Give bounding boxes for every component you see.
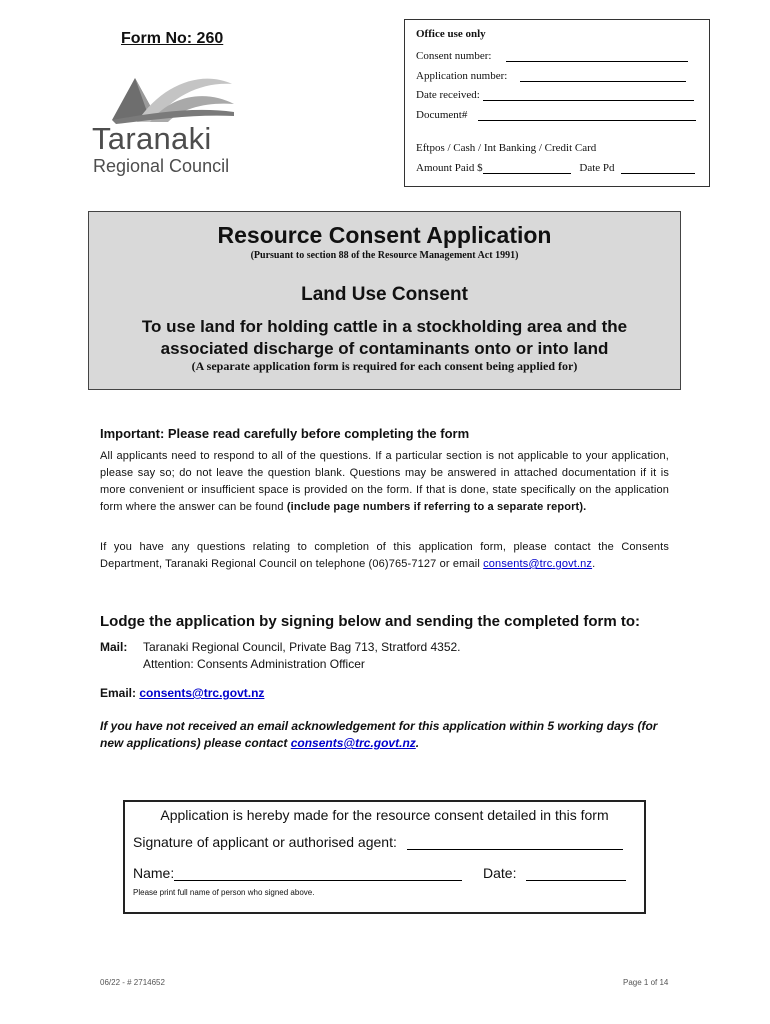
- logo-name: Taranaki: [92, 121, 212, 156]
- consent-number-field[interactable]: [416, 50, 688, 62]
- name-label: Name:: [133, 865, 175, 881]
- application-number-label: Application number:: [416, 70, 508, 82]
- print-name-note: Please print full name of person who signed above.: [133, 888, 315, 897]
- document-field[interactable]: [416, 109, 696, 121]
- acknowledgement-note: If you have not received an email acknowledgement for this application within 5 working days (for new applications) please contact consents@trc.govt.nz.: [100, 719, 658, 750]
- consent-type: Land Use Consent: [301, 284, 468, 305]
- mail-address-line-2: Attention: Consents Administration Officer: [143, 657, 365, 671]
- page-title: Resource Consent Application: [217, 222, 552, 248]
- date-label: Date:: [483, 865, 517, 881]
- signature-heading: Application is hereby made for the resource consent detailed in this form: [160, 807, 609, 823]
- important-paragraph-1: All applicants need to respond to all of the questions. If a particular section is not applicable to your application, please say so; do not leave the question blank. Questions may be answered in attached documentation if it is more convenient or insufficient space is provided on the form. If that is done, state specifically on the application form where the answer can be found (include page numbers if referring to a separate report).: [100, 450, 669, 513]
- amount-paid-label: Amount Paid $: [416, 162, 483, 174]
- date-field[interactable]: [483, 865, 626, 881]
- lodge-heading: Lodge the application by signing below and sending the completed form to:: [100, 613, 641, 630]
- date-received-field[interactable]: [416, 89, 694, 101]
- lodge-email-link[interactable]: consents@trc.govt.nz: [139, 686, 265, 700]
- important-paragraph-2: If you have any questions relating to completion of this application form, please contact the Consents Department, Taranaki Regional Council on telephone (06)765-7127 or email consents@trc.govt.nz.: [100, 541, 669, 570]
- office-use-heading: Office use only: [416, 28, 486, 40]
- title-box: [88, 211, 681, 390]
- important-heading: Important: Please read carefully before completing the form: [100, 426, 470, 441]
- title-subheading: (Pursuant to section 88 of the Resource Management Act 1991): [250, 250, 519, 261]
- date-received-label: Date received:: [416, 89, 480, 101]
- consent-description: To use land for holding cattle in a stockholding area and the associated discharge of contaminants onto or into land: [141, 317, 628, 358]
- document-label: Document#: [416, 109, 468, 121]
- application-number-field[interactable]: [416, 70, 686, 82]
- footer-page-number: Page 1 of 14: [623, 978, 669, 987]
- ack-email-link[interactable]: consents@trc.govt.nz: [290, 736, 416, 750]
- footer-document-id: 06/22 - # 2714652: [100, 978, 165, 987]
- logo-subtitle: Regional Council: [93, 156, 230, 176]
- amount-paid-field[interactable]: [416, 162, 695, 174]
- email-label: Email:: [100, 686, 140, 700]
- signature-label: Signature of applicant or authorised agent:: [133, 834, 397, 850]
- mail-label: Mail:: [100, 640, 128, 654]
- office-use-box: [404, 19, 710, 187]
- name-field[interactable]: [133, 865, 462, 881]
- consent-number-label: Consent number:: [416, 50, 492, 62]
- consents-email-link[interactable]: consents@trc.govt.nz: [483, 558, 593, 570]
- mail-address-line-1: Taranaki Regional Council, Private Bag 713, Stratford 4352.: [143, 640, 461, 654]
- signature-field[interactable]: [133, 834, 623, 850]
- form-number: Form No: 260: [121, 30, 224, 47]
- signature-box: [123, 800, 646, 914]
- separate-form-note: (A separate application form is required for each consent being applied for): [191, 359, 578, 373]
- payment-methods: Eftpos / Cash / Int Banking / Credit Card: [416, 142, 597, 154]
- date-paid-label: Date Pd: [579, 162, 615, 174]
- email-line: [100, 686, 264, 700]
